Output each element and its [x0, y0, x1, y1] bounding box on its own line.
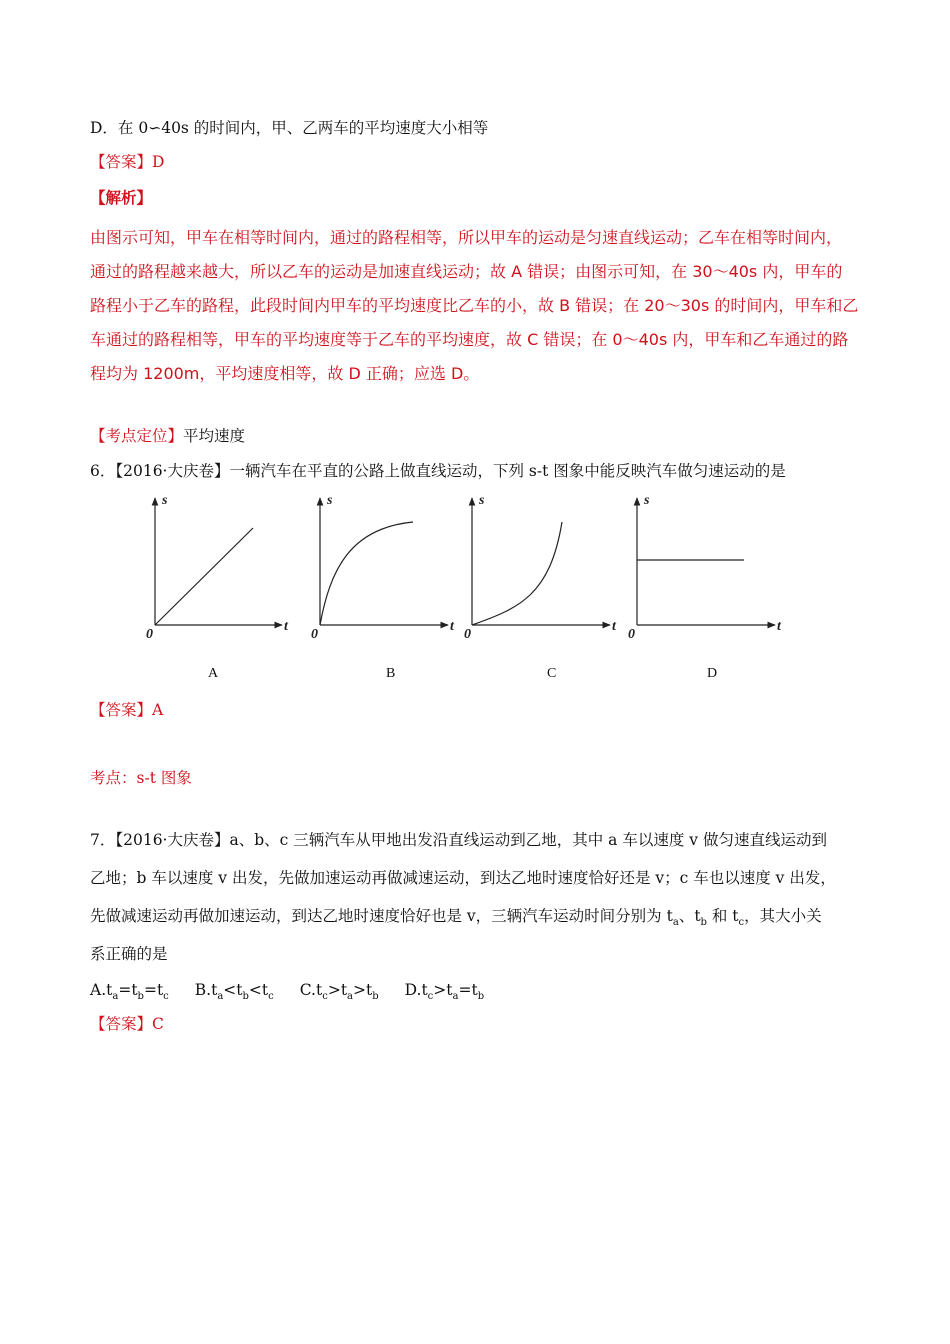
sub-c: c: [738, 917, 745, 929]
kaodian-value: 平均速度: [183, 427, 246, 445]
origin: 0: [311, 627, 318, 640]
origin: 0: [146, 627, 153, 640]
q7-text: 先做减速运动再做加速运动，到达乙地时速度恰好也是 v，三辆汽车运动时间分别为 t: [90, 907, 673, 925]
kaodian-6: 考点：s-t 图象: [90, 769, 192, 787]
graph-b: [320, 498, 448, 625]
option-c: $C.t_c>t_a>t_b$: [299, 981, 379, 1003]
analysis-line: 车通过的路程相等，甲车的平均速度等于乙车的平均速度，故 C 错误；在 0～40s 内，甲车和乙车通过的路: [90, 330, 849, 349]
question-7-line: 7．【2016·大庆卷】a、b、c 三辆汽车从甲地出发沿直线运动到乙地，其中 a 车以速度 v 做匀速直线运动到: [90, 831, 827, 849]
sub-b: b: [700, 917, 707, 929]
answer-5: [90, 152, 164, 172]
answer-label: 【答案】: [90, 153, 153, 171]
analysis-line: 程均为 1200m，平均速度相等，故 D 正确；应选 D。: [90, 364, 480, 383]
question-7-line: 系正确的是: [90, 945, 168, 963]
axis-t: t: [777, 619, 781, 634]
question-6: 6．【2016·大庆卷】一辆汽车在平直的公路上做直线运动，下列 s-t 图象中能反映汽车做匀速运动的是: [90, 462, 786, 480]
graph-label-b: B: [386, 666, 396, 681]
sub-a: a: [672, 917, 679, 929]
answer-value: A: [152, 701, 164, 719]
option-d: $D.t_c>t_a=t_b$: [404, 981, 485, 1003]
kaodian-label: 【考点定位】: [90, 427, 184, 445]
axis-t: t: [450, 619, 454, 634]
graph-c: [472, 498, 610, 625]
graph-label-c: C: [547, 666, 557, 681]
axis-s: s: [162, 493, 168, 508]
graph-d: [637, 498, 775, 625]
option-d: D．在 0∽40s 的时间内，甲、乙两车的平均速度大小相等: [90, 119, 489, 137]
answer-7: [90, 1014, 164, 1034]
axis-s: s: [644, 493, 650, 508]
option-b: $B.t_a<t_b<t_c$: [194, 981, 274, 1003]
curve-c: [472, 522, 562, 625]
analysis-line: 路程小于乙车的路程，此段时间内甲车的平均速度比乙车的小，故 B 错误；在 20～30s 的时间内，甲车和乙: [90, 296, 859, 315]
answer-label: 【答案】: [90, 1015, 153, 1033]
option-a: $A.t_a=t_b=t_c$: [90, 981, 169, 1003]
analysis-body: [90, 221, 870, 391]
analysis-title: 【解析】: [90, 188, 153, 207]
q7-text: ，其大小关: [744, 907, 822, 925]
analysis-line: 由图示可知，甲车在相等时间内，通过的路程相等，所以甲车的运动是匀速直线运动；乙车在相等时间内，: [90, 228, 843, 247]
q7-text: 和 t: [706, 907, 739, 925]
curve-b: [320, 522, 413, 625]
axis-s: s: [479, 493, 485, 508]
question-7-options: [90, 980, 484, 1007]
answer-value: C: [152, 1015, 164, 1033]
question-7-line: 乙地；b 车以速度 v 出发，先做加速运动再做减速运动，到达乙地时速度恰好还是 v；c 车也以速度 v 出发，: [90, 869, 836, 887]
graph-label-a: A: [208, 666, 219, 681]
axis-t: t: [612, 619, 616, 634]
line-a: [155, 528, 253, 625]
axis-t: t: [284, 619, 288, 634]
answer-6: [90, 700, 163, 720]
analysis-line: 通过的路程越来越大，所以乙车的运动是加速直线运动；故 A 错误；由图示可知，在 30～40s 内，甲车的: [90, 262, 843, 281]
graph-label-d: D: [707, 666, 718, 681]
answer-value: D: [152, 153, 165, 171]
question-7-line: [90, 906, 822, 933]
answer-label: 【答案】: [90, 701, 153, 719]
kaodian-5: [90, 426, 245, 446]
origin: 0: [464, 627, 471, 640]
axis-s: s: [327, 493, 333, 508]
q7-text: 、t: [678, 907, 701, 925]
graph-a: [155, 498, 282, 625]
origin: 0: [628, 627, 635, 640]
st-graphs: [130, 490, 810, 640]
